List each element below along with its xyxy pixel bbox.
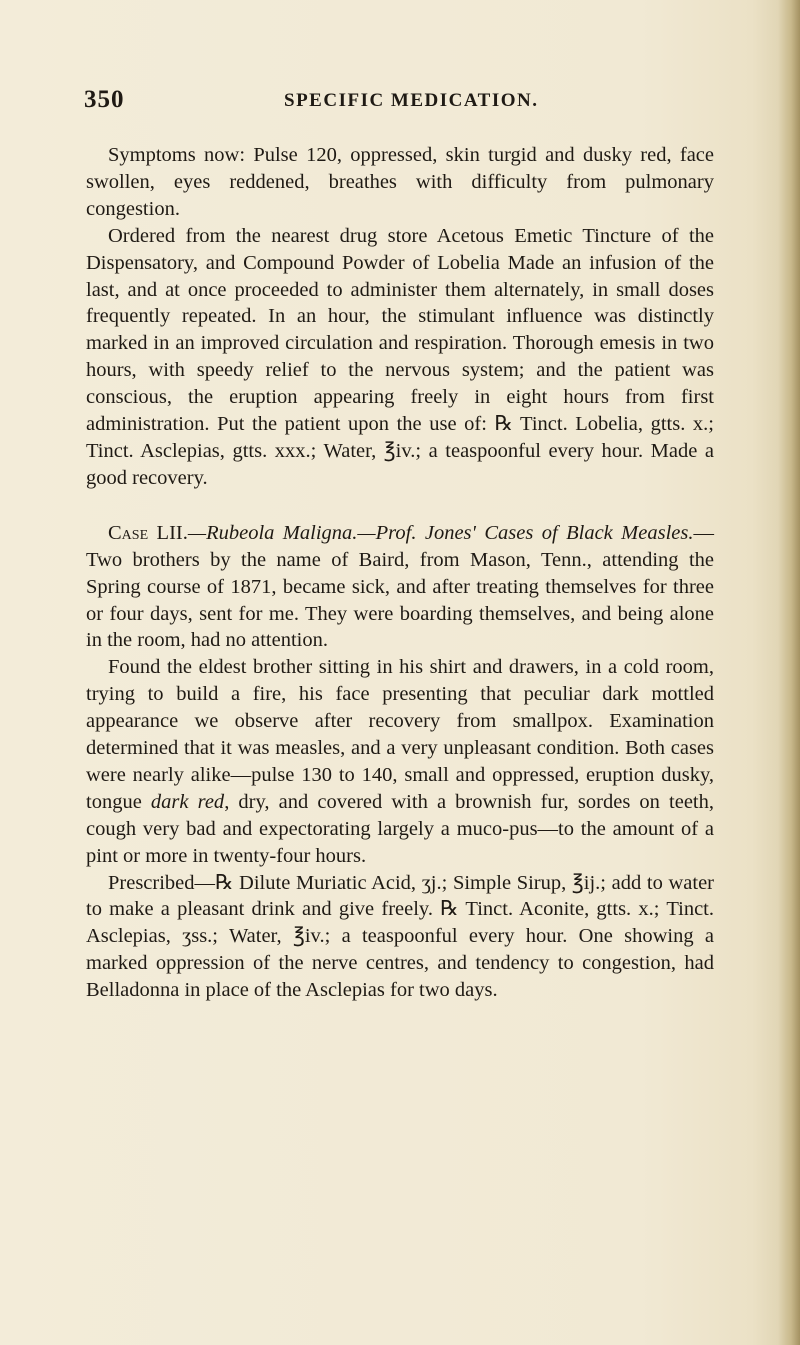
paragraph-symptoms: Symptoms now: Pulse 120, oppressed, skin turgid and dusky red, face swollen, eyes reddened, breathes with difficulty from pulmonary congestion. [86, 144, 714, 220]
page-header [84, 86, 696, 120]
paragraph-prescription: Prescribed—℞ Dilute Muriatic Acid, ʒj.; Simple Sirup, ℥ij.; add to water to make a pleasant drink and give freely. ℞ Tinct. Aconite, gtts. x.; Tinct. Asclepias, ʒss.; Water, ℥iv.; a teaspoonful every hour. One showing a marked oppression of the nerve centres, and tendency to congestion, had Belladonna in place of the Asclepias for two days. [86, 871, 714, 1002]
paragraph-examination [86, 654, 714, 869]
page-number: 350 [84, 86, 125, 113]
case-intro-text: —Two brothers by the name of Baird, from Mason, Tenn., attending the Spring course of 1871, became sick, and after treating themselves for three or four days, sent for me. They were boarding themselves, and being alone in the room, had no attention. [86, 521, 714, 652]
paragraph-case-lii [86, 520, 714, 655]
running-head: SPECIFIC MEDICATION. [284, 90, 539, 111]
paragraph-treatment: Ordered from the nearest drug store Acetous Emetic Tincture of the Dispensatory, and Compound Powder of Lobelia Made an infusion of the last, and at once proceeded to administer them alternately, in small doses frequently repeated. In an hour, the stimulant influence was distinctly marked in an improved circulation and respiration. Thorough emesis in two hours, with speedy relief to the nervous system; and the patient was conscious, the eruption appearing freely in eight hours from first administration. Put the patient upon the use of: ℞ Tinct. Lobelia, gtts. x.; Tinct. Asclepias, gtts. xxx.; Water, ℥iv.; a teaspoonful every hour. Made a good recovery. [86, 224, 714, 489]
examination-text-after: , dry, and covered with a brownish fur, sordes on teeth, cough very bad and expectorating largely a muco-pus—to the amount of a pint or more in twenty-four hours. [86, 790, 714, 867]
body-text [86, 142, 714, 1004]
examination-italic: dark red [150, 790, 225, 813]
page-spine-shadow [778, 0, 800, 1345]
case-label: Case LII. [108, 521, 188, 544]
case-title: —Rubeola Maligna.—Prof. Jones' Cases of Black Measles. [187, 521, 694, 544]
examination-text-before: Found the eldest brother sitting in his shirt and drawers, in a cold room, trying to build a fire, his face presenting that peculiar dark mottled appearance we observe after recovery from smallpox. Examination determined that it was measles, and a very unpleasant condition. Both cases were nearly alike—pulse 130 to 140, small and oppressed, eruption dusky, tongue [86, 656, 714, 813]
